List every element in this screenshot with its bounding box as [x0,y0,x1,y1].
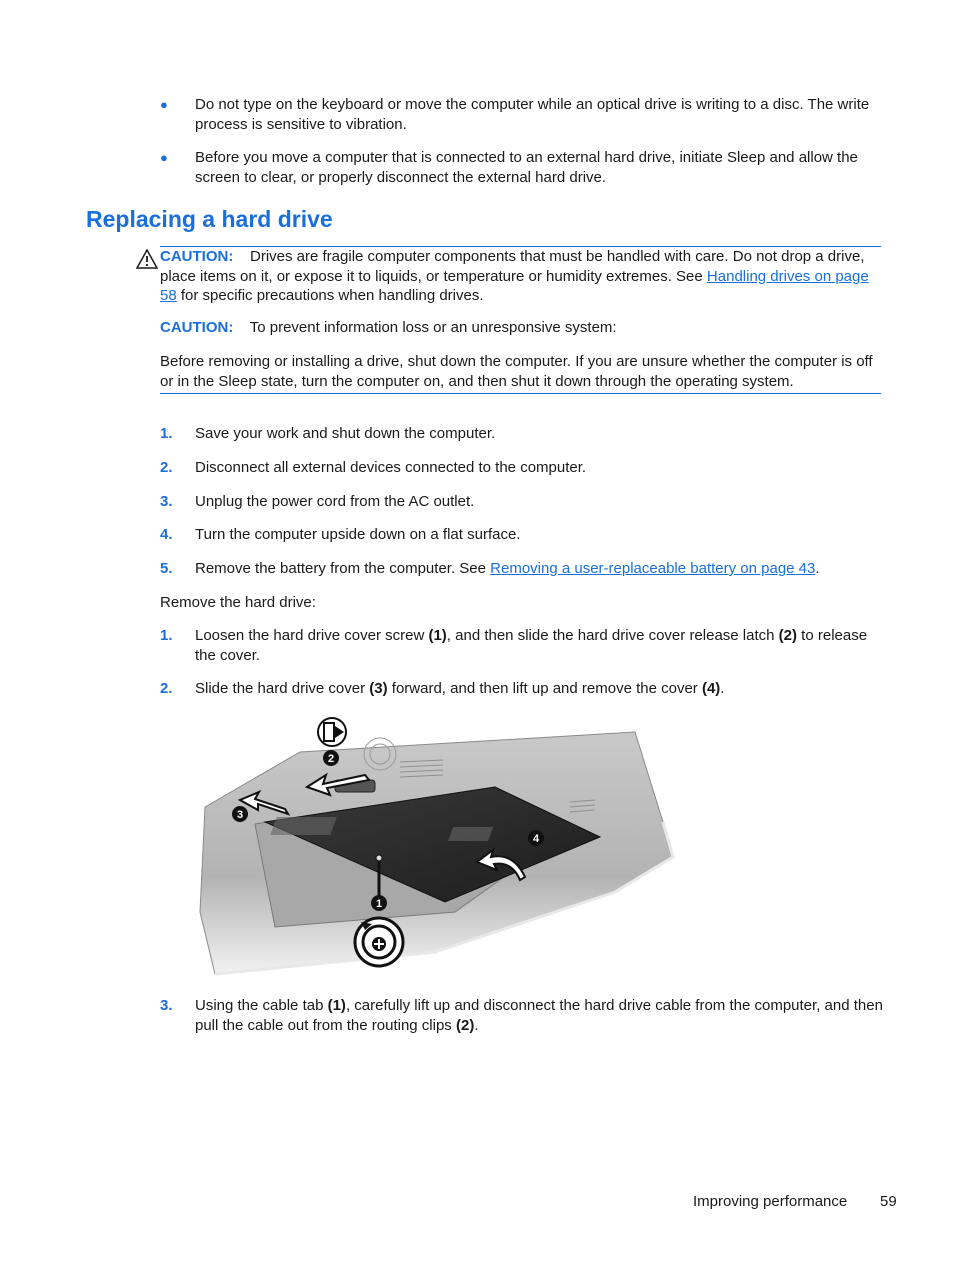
step-text-part: , and then slide the hard drive cover release latch [446,627,779,644]
page-number: 59 [880,1193,897,1210]
caution-2-paragraph: Before removing or installing a drive, shut down the computer. If you are unsure whether the computer is off or in the Sleep state, turn the computer on, and then shut it down through the operating system. [160,352,881,394]
step-text: Turn the computer upside down on a flat surface. [195,526,521,543]
callout-ref: (4) [701,680,721,697]
callout-1-label: 1 [375,898,383,910]
handling-drives-link[interactable]: Handling drives on page 58 [160,267,869,304]
remove-intro: Remove the hard drive: [160,594,316,611]
hard-drive-removal-figure [195,712,680,978]
callout-ref: (3) [369,680,388,697]
bullet-dot: ● [160,97,168,112]
caution-2-text: To prevent information loss or an unresponsive system: [249,319,617,336]
remove-step-2 [160,679,885,699]
caution-1-tail: for specific precautions when handling drives. [176,287,484,304]
prep-step-1 [160,424,885,444]
step-number: 2. [160,459,173,476]
bullet-text: Before you move a computer that is connected to an external hard drive, initiate Sleep and allow the screen to clear, or properly disconnect the external hard drive. [195,149,858,186]
step-text-part: Using the cable tab [195,997,328,1014]
caution-1-body: Drives are fragile computer components that must be handled with care. Do not drop a drive, place items on it, or expose it to liquids, or temperature or humidity extremes. See [160,248,865,285]
latch-icon [318,718,346,746]
step-number: 1. [160,627,173,644]
callout-ref: (2) [778,627,798,644]
warning-triangle-icon [136,249,158,269]
step-text: Unplug the power cord from the AC outlet. [195,493,475,510]
prep-step-4 [160,525,885,545]
removing-battery-link[interactable]: Removing a user-replaceable battery on page 43 [490,560,816,577]
caution-box-1 [160,246,881,306]
step-text-part: Loosen the hard drive cover screw [195,627,429,644]
step-number: 5. [160,560,173,577]
bullet-item-2 [160,148,885,187]
remove-step-1 [160,626,885,665]
step-text-part: forward, and then lift up and remove the cover [387,680,702,697]
step-number: 1. [160,425,173,442]
footer-section: Improving performance [693,1193,848,1210]
caution-label: CAUTION: [160,319,234,336]
caution-1-text [160,247,881,306]
step-number: 4. [160,526,173,543]
step-text [195,996,885,1035]
prep-step-3 [160,492,885,512]
step-text-part: Slide the hard drive cover [195,680,370,697]
callout-ref: (2) [455,1016,475,1034]
caution-2 [160,318,885,338]
section-title: Replacing a hard drive [86,206,333,232]
callout-ref: (1) [327,997,346,1014]
step-text-part: . [720,680,725,697]
bullet-item-1 [160,95,885,134]
prep-step-5 [160,559,885,579]
step-text [195,626,885,665]
step-number: 3. [160,493,173,510]
step-number: 2. [160,680,173,697]
step-text [195,679,885,699]
step-text: Save your work and shut down the computer. [195,425,496,442]
callout-4-label: 4 [532,833,540,845]
step-text-part: to release the cover. [195,627,868,664]
remove-step-3 [160,996,885,1035]
step-text-part: . [815,560,820,577]
caution-label: CAUTION: [160,248,234,265]
prep-step-2 [160,458,885,478]
step-text: Disconnect all external devices connected to the computer. [195,459,587,476]
bullet-text: Do not type on the keyboard or move the computer while an optical drive is writing to a disc. The write process is sensitive to vibration. [195,96,870,133]
callout-ref: (1) [428,627,447,644]
step-text [195,559,885,579]
step-text-part: Remove the battery from the computer. See [195,560,491,577]
step-text-part: . [474,1016,479,1034]
step-text-part: , carefully lift up and disconnect the hard drive cable from the computer, and then pull the cable out from the routing clips [195,997,883,1034]
callout-3-label: 3 [236,809,244,821]
step-number: 3. [160,997,173,1014]
screw-loosen-icon [355,918,403,966]
callout-2-label: 2 [327,753,335,765]
bullet-dot: ● [160,150,168,165]
